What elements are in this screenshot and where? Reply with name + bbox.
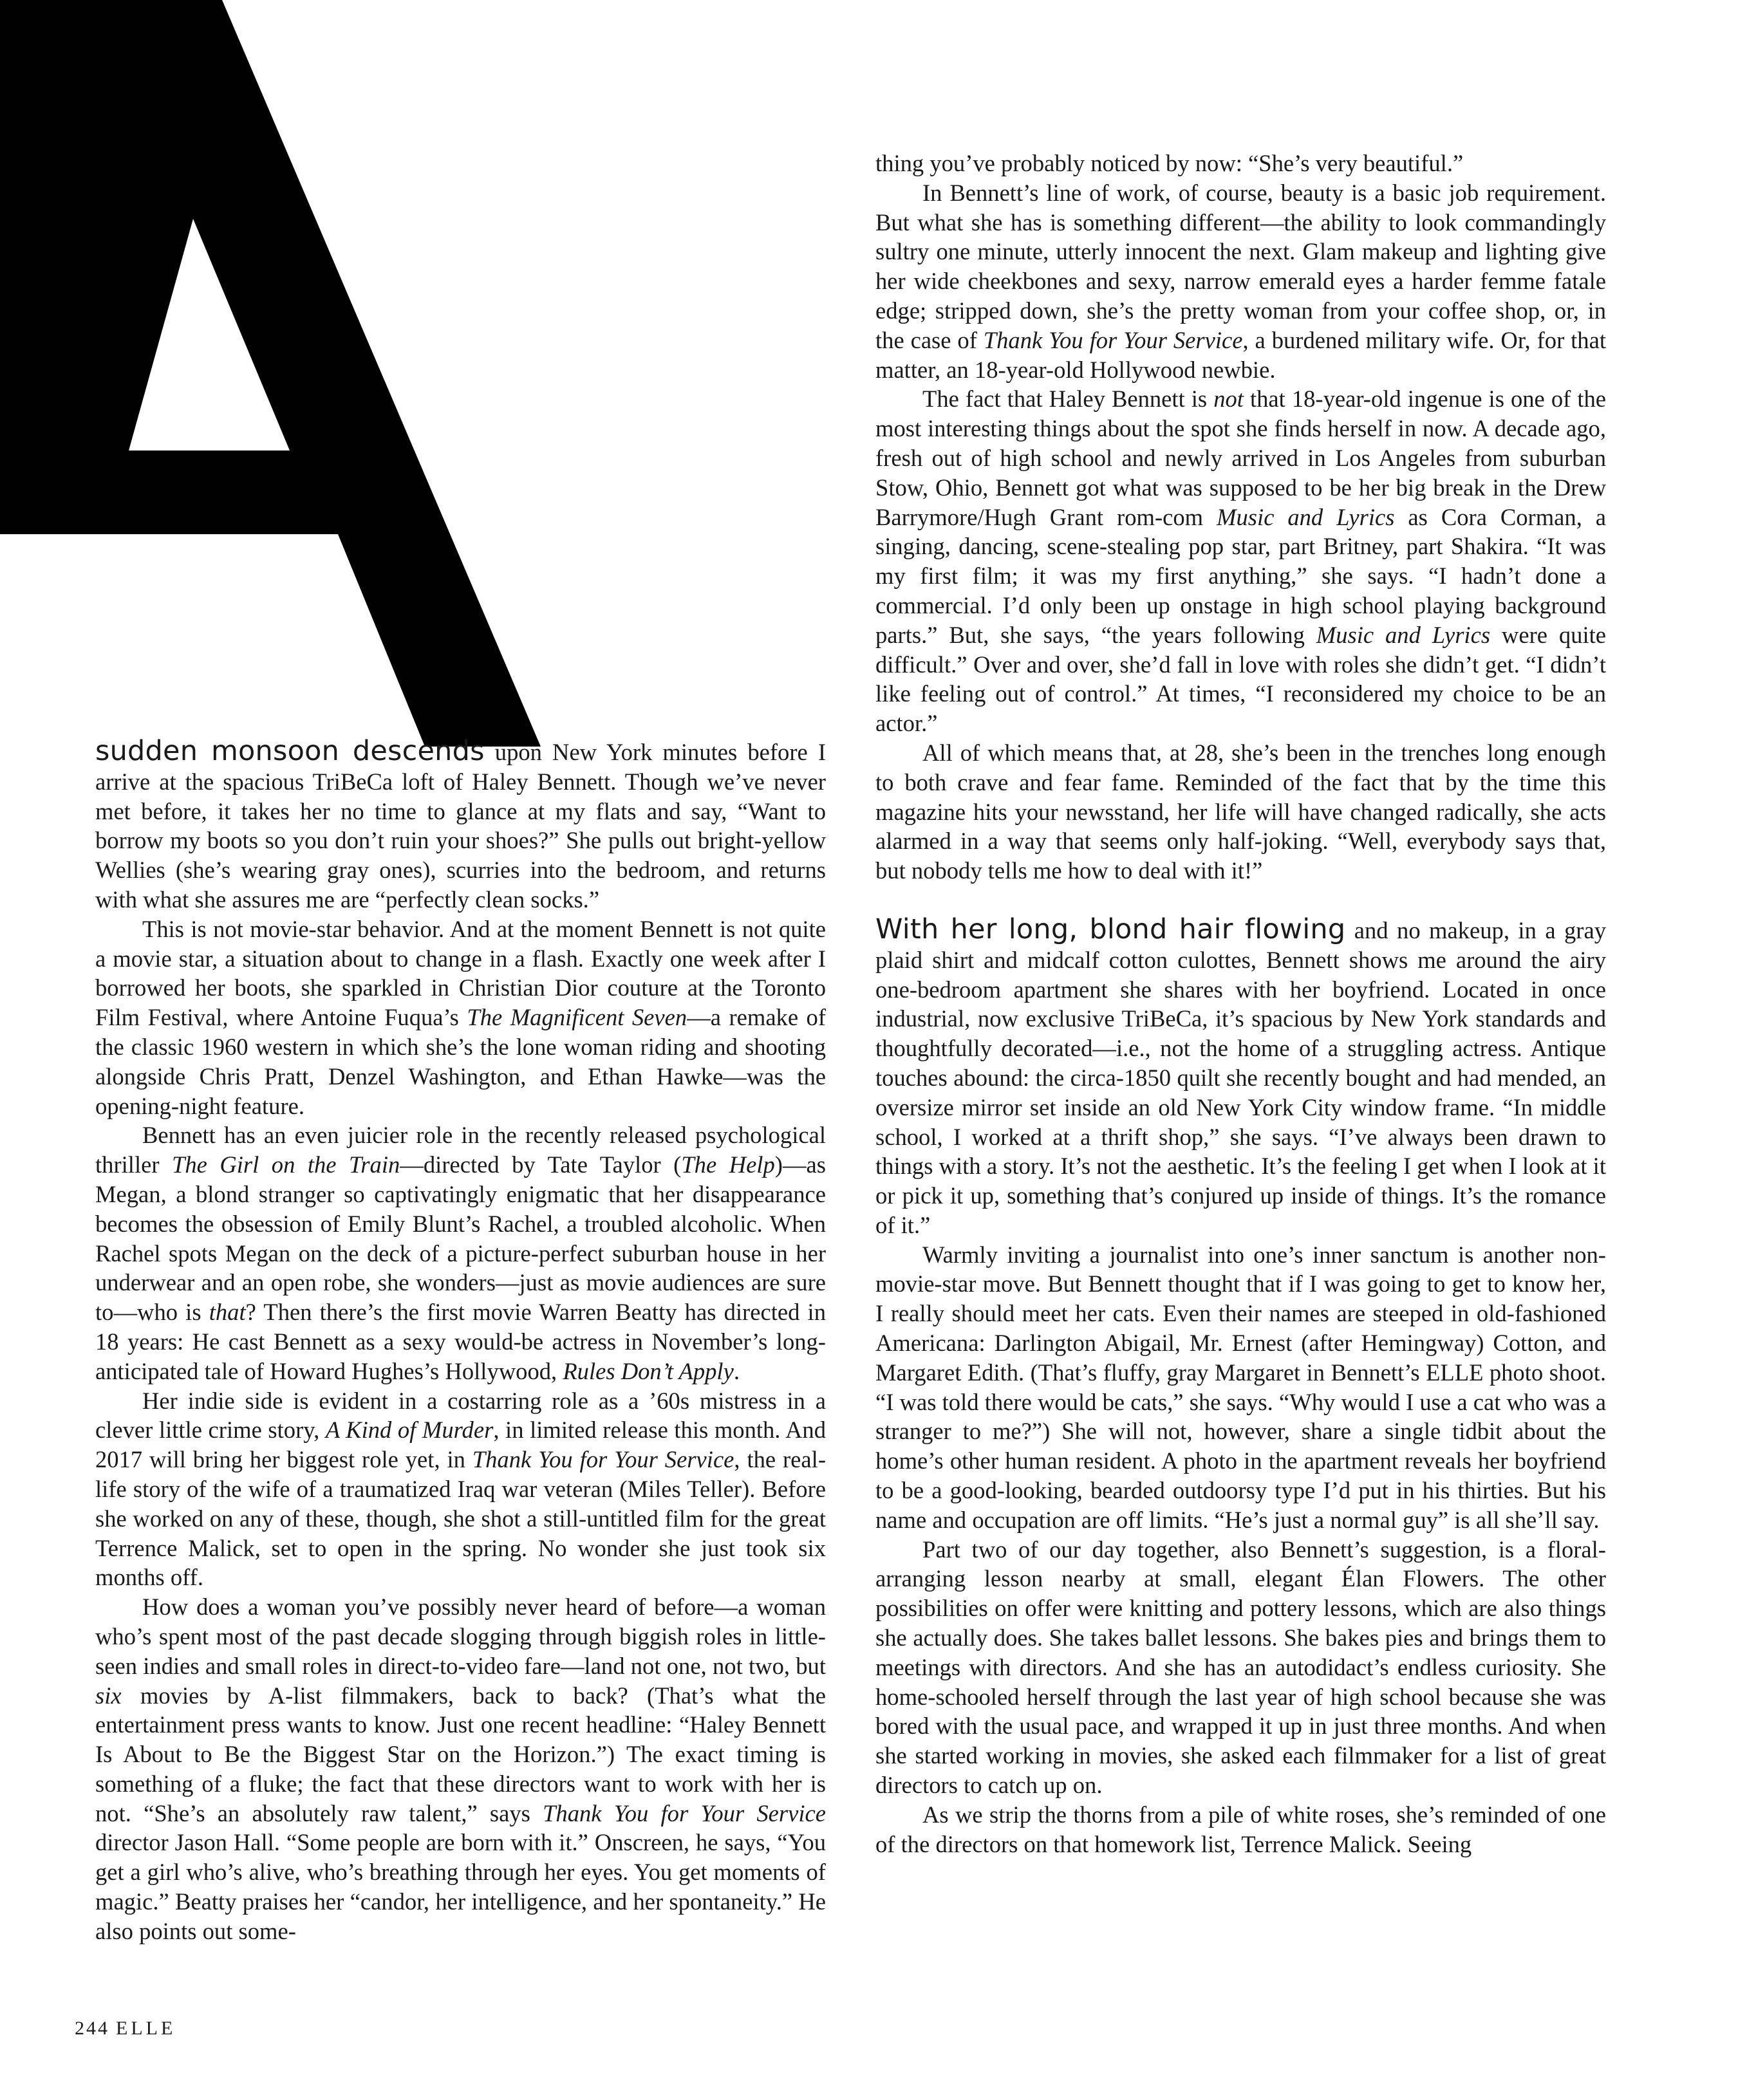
- film-title: Thank You for Your Service: [472, 1446, 734, 1473]
- emphasis: that: [209, 1299, 246, 1326]
- film-title: Thank You for Your Service: [543, 1799, 826, 1826]
- paragraph: Bennett has an even juicier role in the recently released psychological thriller The Girl on the Train—directed by Tate Taylor (The Help)—as Megan, a blond stranger so captivatingly enigmatic that her disappearance becomes the obsession of Emily Blunt’s Rachel, a troubled alcoholic. When Rachel spots Megan on the deck of a picture-perfect suburban house in her underwear and an open robe, she wonders—just as movie audiences are sure to—who is that? Then there’s the first movie Warren Beatty has directed in 18 years: He cast Bennett as a sexy would-be actress in November’s long-anticipated tale of Howard Hughes’s Hollywood, Rules Don’t Apply.: [95, 1122, 826, 1384]
- film-title: Music and Lyrics: [1316, 621, 1491, 648]
- magazine-name: ELLE: [116, 2018, 176, 2039]
- film-title: The Magnificent Seven: [467, 1004, 687, 1031]
- paragraph: The fact that Haley Bennett is not that 18-year-old ingenue is one of the most interesting things about the spot she finds herself in now. A decade ago, fresh out of high school and newly arrived in Los Angeles from suburban Stow, Ohio, Bennett got what was supposed to be her big break in the Drew Barrymore/Hugh Grant rom-com Music and Lyrics as Cora Corman, a singing, dancing, scene-stealing pop star, part Britney, part Shakira. “It was my first film; it was my first anything,” she says. “I hadn’t done a commercial. I’d only been up onstage in high school playing background parts.” But, she says, “the years following Music and Lyrics were quite difficult.” Over and over, she’d fall in love with roles she didn’t get. “I didn’t like feeling out of control.” At times, “I reconsidered my choice to be an actor.”: [875, 386, 1607, 737]
- drop-cap-letter: [0, 0, 541, 747]
- film-title: The Girl on the Train: [172, 1151, 400, 1178]
- film-title: Thank You for Your Service: [983, 326, 1243, 353]
- section-lead-in: With her long, blond hair flowing: [875, 913, 1346, 945]
- paragraph: With her long, blond hair flowing and no makeup, in a gray plaid shirt and midcalf cotton culottes, Bennett shows me around the airy one-bedroom apartment she shares with her boyfriend. Located in once industrial, now exclusive TriBeCa, it’s spacious by New York standards and thoughtfully decorated—i.e., not the home of a struggling actress. Antique touches abound: the circa-1850 quilt she recently bought and had mended, an oversize mirror set inside an old New York City window frame. “In middle school, I worked at a thrift shop,” she says. “I’ve always been drawn to things with a story. It’s not the aesthetic. It’s the feeling I get when I look at it or pick it up, something that’s conjured up inside of things. It’s the romance of it.”: [875, 913, 1606, 1238]
- article-column-right: [875, 149, 1606, 1859]
- emphasis: not: [1213, 386, 1244, 413]
- paragraph: As we strip the thorns from a pile of white roses, she’s reminded of one of the directors on that homework list, Terrence Malick. Seeing: [875, 1801, 1606, 1857]
- paragraph: Part two of our day together, also Bennett’s suggestion, is a floral-arranging lesson nearby at small, elegant Élan Flowers. The other possibilities on offer were knitting and pottery lessons, which are also things she actually does. She takes ballet lessons. She bakes pies and brings them to meetings with directors. And she has an autodidact’s endless curiosity. She home-schooled herself through the last year of high school because she was bored with the usual pace, and wrapped it up in just three months. And when she started working in movies, she asked each filmmaker for a list of great directors to catch up on.: [875, 1536, 1606, 1799]
- paragraph: Her indie side is evident in a costarring role as a ’60s mistress in a clever little crime story, A Kind of Murder, in limited release this month. And 2017 will bring her biggest role yet, in Thank You for Your Service, the real-life story of the wife of a traumatized Iraq war veteran (Miles Teller). Before she worked on any of these, though, she shot a still-untitled film for the great Terrence Malick, set to open in the spring. No wonder she just took six months off.: [95, 1387, 827, 1591]
- page-number: 244: [75, 2018, 109, 2039]
- lead-in: sudden monsoon descends: [95, 735, 485, 767]
- page-folio: [75, 2018, 176, 2040]
- paragraph: This is not movie-star behavior. And at the moment Bennett is not quite a movie star, a situation about to change in a flash. Exactly one week after I borrowed her boots, she sparkled in Christian Dior couture at the Toronto Film Festival, where Antoine Fuqua’s The Magnificent Seven—a remake of the classic 1960 western in which she’s the lone woman riding and shooting alongside Chris Pratt, Denzel Washington, and Ethan Hawke—was the opening-night feature.: [95, 915, 827, 1119]
- paragraph: thing you’ve probably noticed by now: “She’s very beautiful.”: [875, 150, 1464, 176]
- paragraph: Warmly inviting a journalist into one’s inner sanctum is another non-movie-star move. But Bennett thought that if I was going to get to know her, I really should meet her cats. Even their names are steeped in old-fashioned Americana: Darlington Abigail, Mr. Ernest (after Hemingway) Cotton, and Margaret Edith. (That’s fluffy, gray Margaret in Bennett’s ELLE photo shoot. “I was told there would be cats,” she says. “Why would I use a cat who was a stranger to me?”) She will not, however, share a single tidbit about the home’s other human resident. A photo in the apartment reveals her boyfriend to be a good-looking, bearded outdoorsy type I’d put in his thirties. But his name and occupation are off limits. “He’s just a normal guy” is all she’ll say.: [875, 1241, 1606, 1533]
- paragraph: All of which means that, at 28, she’s been in the trenches long enough to both crave and fear fame. Reminded of the fact that by the time this magazine hits your newsstand, her life will have changed radically, she acts alarmed in a way that seems only half-joking. “Well, everybody says that, but nobody tells me how to deal with it!”: [875, 739, 1606, 884]
- paragraph: In Bennett’s line of work, of course, beauty is a basic job requirement. But what she has is something different—the ability to look commandingly sultry one minute, utterly innocent the next. Glam makeup and lighting give her wide cheekbones and sexy, narrow emerald eyes a harder femme fatale edge; stripped down, she’s the pretty woman from your coffee shop, or, in the case of Thank You for Your Service, a burdened military wife. Or, for that matter, an 18-year-old Hollywood newbie.: [875, 179, 1606, 383]
- article-column-left: [95, 737, 826, 1946]
- film-title: A Kind of Murder: [325, 1417, 494, 1444]
- paragraph: sudden monsoon descends upon New York minutes before I arrive at the spacious TriBeCa loft of Haley Bennett. Though we’ve never met before, it takes her no time to glance at my flats and say, “Want to borrow my boots so you don’t ruin your shoes?” She pulls out bright-yellow Wellies (she’s wearing gray ones), scurries into the bedroom, and returns with what she assures me are “perfectly clean socks.”: [95, 735, 826, 913]
- film-title: The Help: [681, 1151, 775, 1178]
- paragraph: How does a woman you’ve possibly never heard of before—a woman who’s spent most of the past decade slogging through biggish roles in little-seen indies and small roles in direct-to-video fare—land not one, not two, but six movies by A-list filmmakers, back to back? (That’s what the entertainment press wants to know. Just one recent headline: “Haley Bennett Is About to Be the Biggest Star on the Horizon.”) The exact timing is something of a fluke; the fact that these directors want to work with her is not. “She’s an absolutely raw talent,” says Thank You for Your Service director Jason Hall. “Some people are born with it.” Onscreen, he says, “You get a girl who’s alive, who’s breathing through her eyes. You get moments of magic.” Beatty praises her “candor, her intelligence, and her spontaneity.” He also points out some-: [95, 1594, 826, 1944]
- emphasis: six: [95, 1682, 122, 1709]
- film-title: Music and Lyrics: [1217, 503, 1395, 530]
- film-title: Rules Don’t Apply: [563, 1357, 734, 1384]
